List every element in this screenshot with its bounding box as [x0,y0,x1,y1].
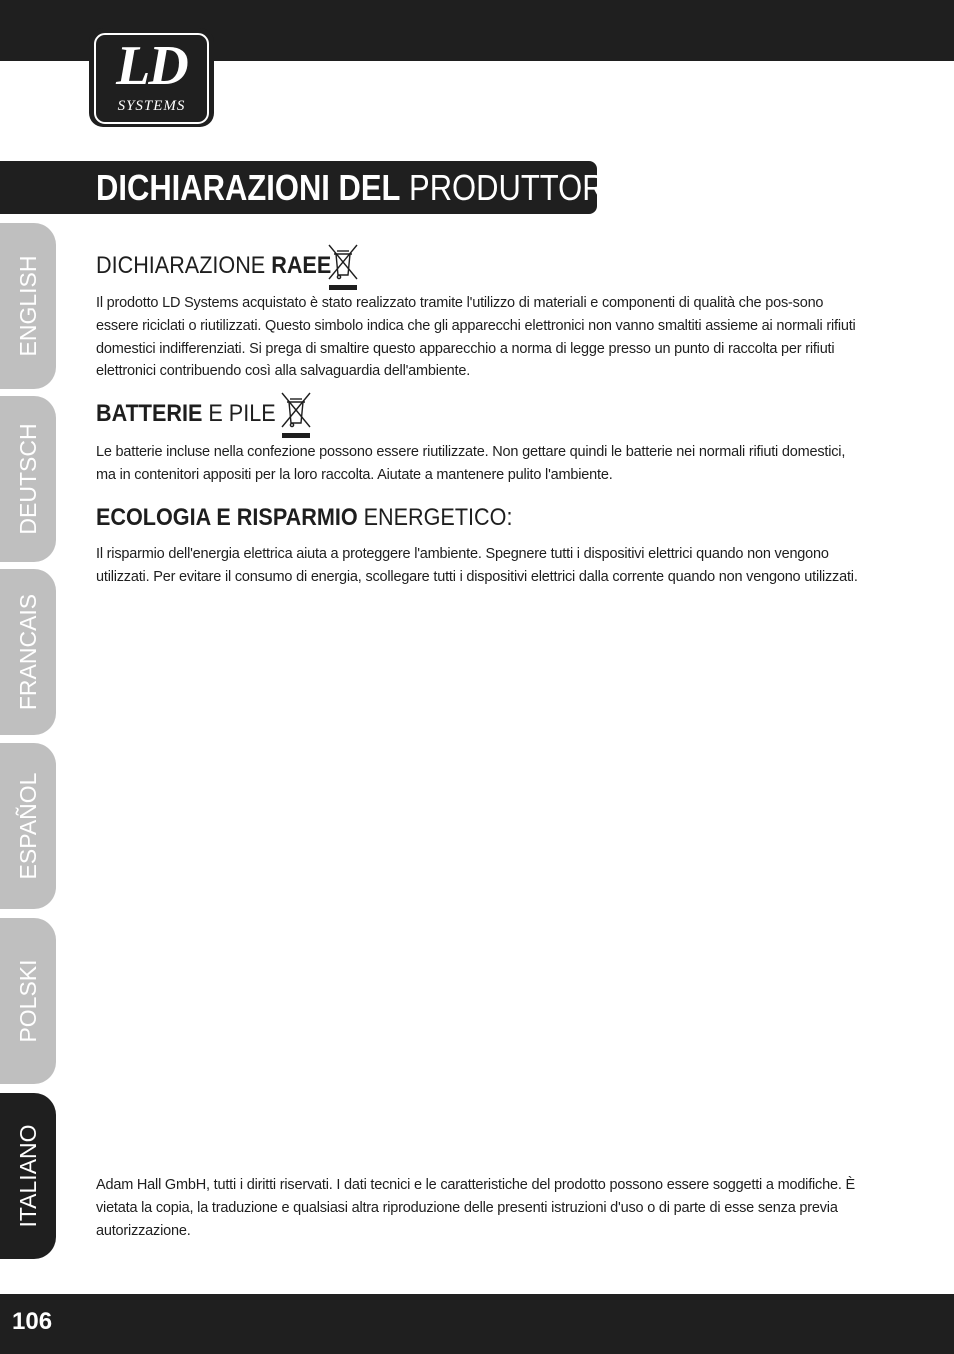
tab-francais[interactable] [0,569,56,735]
section-heading-raee [96,252,331,280]
crossed-out-bin-icon [326,242,360,292]
heading-regular: E PILE [208,400,276,427]
tab-deutsch[interactable] [0,396,56,562]
logo-frame [94,33,209,124]
tab-english[interactable] [0,223,56,389]
logo-sub-text: SYSTEMS [117,98,186,114]
section-text-raee: Il prodotto LD Systems acquistato è stato realizzato tramite l'utilizzo di materiali e componenti di qualità che pos-sono essere riciclati o riutilizzati. Questo simbolo indica che gli apparecchi elettronici non vanno smaltiti assieme ai normali rifiuti domestici indifferenziati. Si prega di smaltire questo apparecchio a norma di legge presso un punto di raccolta per rifiuti elettronici contribuendo così alla salvaguardia dell'ambiente. [96,295,856,380]
page-title-bar [0,161,634,214]
heading-bold: RAEE [271,252,332,279]
page-title-regular: PRODUTTORE: [409,167,634,208]
page-title-bold: DICHIARAZIONI DEL [96,167,401,208]
tab-label: POLSKI [15,959,41,1043]
heading-regular: ENERGETICO: [363,504,513,531]
tab-espanol[interactable] [0,743,56,909]
tab-label: FRANCAIS [15,593,41,711]
bottom-bar [0,1294,954,1354]
section-text-ecologia: Il risparmio dell'energia elettrica aiuta a proteggere l'ambiente. Spegnere tutti i dispositivi elettrici quando non vengono utilizzati. Per evitare il consumo di energia, scollegare tutti i dispositivi elettrici dalla corrente quando non vengono utilizzati. [96,546,858,585]
tab-polski[interactable] [0,918,56,1084]
tab-label: ITALIANO [15,1124,41,1228]
section-heading-ecologia [96,504,512,532]
tab-italiano[interactable] [0,1093,56,1259]
heading-regular: DICHIARAZIONE [96,252,266,279]
section-text-batterie: Le batterie incluse nella confezione possono essere riutilizzate. Non gettare quindi le batterie nei normali rifiuti domestici, ma in contenitori appositi per la loro raccolta. Aiutate a mantenere pulito l'ambiente. [96,444,846,483]
copyright-note: Adam Hall GmbH, tutti i diritti riservati. I dati tecnici e le caratteristiche del prodotto possono essere soggetti a modifiche. È vietata la copia, la traduzione e qualsiasi altra riproduzione delle presenti istruzioni d'uso o di parte di esse senza previa autorizzazione. [96,1177,855,1239]
crossed-out-bin-icon [278,390,314,440]
tab-label: ESPAÑOL [15,772,41,880]
heading-bold: ECOLOGIA E RISPARMIO [96,504,358,531]
page-number: 106 [12,1308,53,1335]
tab-label: ENGLISH [15,255,41,357]
logo-main-text: LD [116,35,187,97]
tab-label: DEUTSCH [15,423,41,535]
page-title [96,168,634,208]
heading-bold: BATTERIE [96,400,203,427]
ld-systems-logo [89,28,214,127]
section-heading-batterie [96,400,276,428]
